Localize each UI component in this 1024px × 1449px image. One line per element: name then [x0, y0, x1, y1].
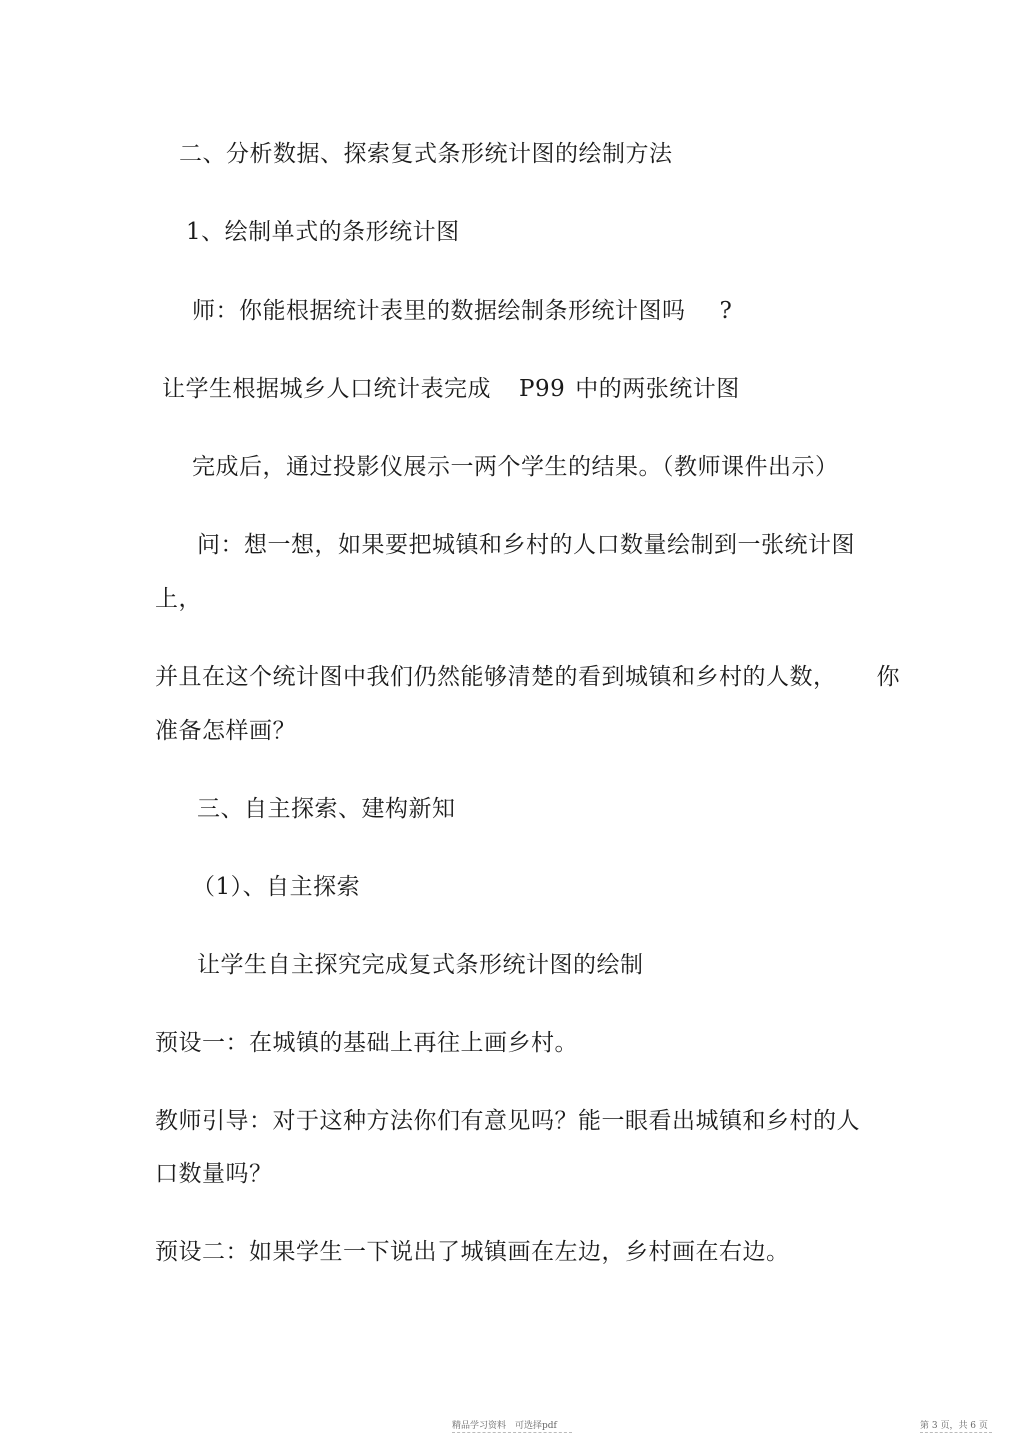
teacher-guide-line-1 — [155, 1106, 860, 1136]
teacher-guide-line-2 — [155, 1159, 273, 1189]
section-heading-3-text: 三、自主探索、建构新知 — [197, 796, 456, 822]
paragraph-line-2 — [155, 716, 296, 746]
page-reference: P99 — [519, 376, 566, 402]
subheading-explore — [192, 872, 360, 902]
section-heading-2-text: 二、分析数据、探索复式条形统计图的绘制方法 — [179, 141, 673, 167]
section-heading-2 — [179, 139, 673, 169]
hypothesis-1-text: 预设一：在城镇的基础上再往上画乡村。 — [155, 1030, 578, 1056]
student-task — [162, 374, 740, 404]
projection-display — [192, 452, 839, 482]
student-task-text: 让学生根据城乡人口统计表完成 — [162, 376, 491, 402]
hypothesis-1 — [155, 1028, 578, 1058]
subheading-1-text: 1、绘制单式的条形统计图 — [186, 219, 460, 245]
teacher-guide-line-1-text: 教师引导：对于这种方法你们有意见吗？能一眼看出城镇和乡村的人 — [155, 1108, 860, 1134]
question-line-1-text: 问：想一想，如果要把城镇和乡村的人口数量绘制到一张统计图 — [197, 532, 855, 558]
paragraph-line-1-tail: 你 — [876, 664, 900, 690]
subheading-1 — [186, 217, 460, 247]
hypothesis-2 — [155, 1237, 790, 1267]
footer-page-number: 第 3 页，共 6 页 — [920, 1421, 988, 1431]
question-line-2 — [155, 584, 202, 614]
question-line-1 — [197, 530, 855, 560]
paragraph-line-1 — [155, 662, 900, 692]
explore-instruction-text: 让学生自主探究完成复式条形统计图的绘制 — [197, 952, 644, 978]
student-task-tail: 中的两张统计图 — [575, 376, 740, 402]
footer-watermark: 精品学习资料 可选择pdf — [452, 1421, 557, 1431]
question-mark: ? — [719, 298, 733, 324]
hypothesis-2-text: 预设二：如果学生一下说出了城镇画在左边，乡村画在右边。 — [155, 1239, 790, 1265]
projection-display-text: 完成后，通过投影仪展示一两个学生的结果。（教师课件出示） — [192, 454, 839, 480]
footer-divider-left — [452, 1432, 572, 1433]
question-line-2-text: 上， — [155, 586, 202, 612]
explore-instruction — [197, 950, 644, 980]
paragraph-line-2-text: 准备怎样画？ — [155, 718, 296, 744]
subheading-explore-text: （1）、自主探索 — [192, 874, 361, 900]
teacher-guide-line-2-text: 口数量吗？ — [155, 1161, 273, 1187]
footer-divider-right — [920, 1432, 992, 1433]
section-heading-3 — [197, 794, 456, 824]
teacher-question — [192, 296, 732, 326]
teacher-question-text: 师：你能根据统计表里的数据绘制条形统计图吗 — [192, 298, 686, 324]
paragraph-line-1-text: 并且在这个统计图中我们仍然能够清楚的看到城镇和乡村的人数， — [155, 664, 837, 690]
